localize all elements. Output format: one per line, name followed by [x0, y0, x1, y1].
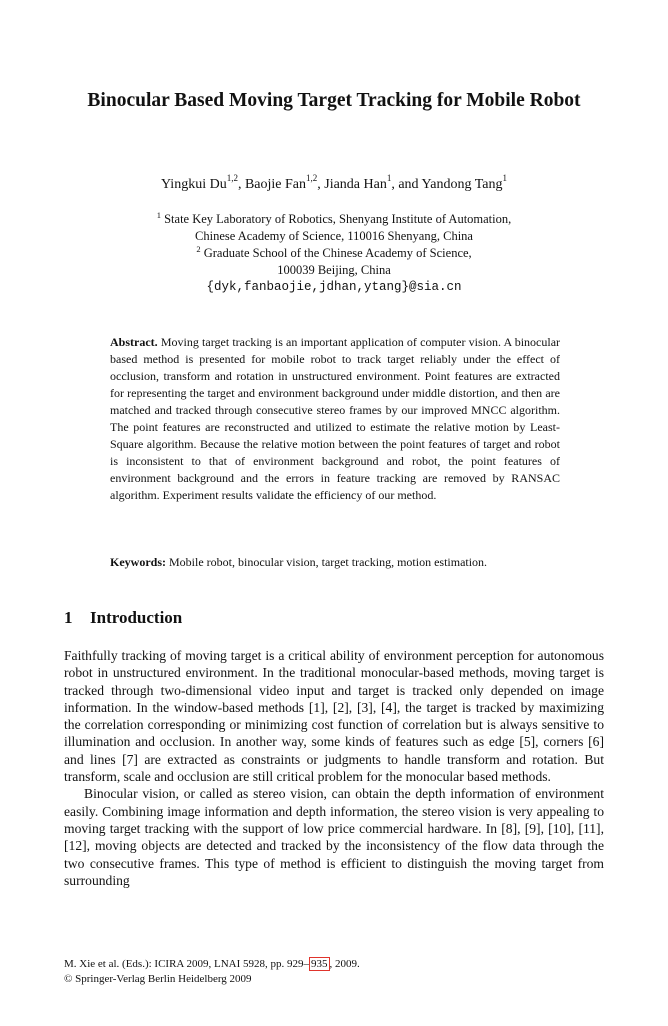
paper-title: Binocular Based Moving Target Tracking for Mobile Robot: [87, 90, 581, 111]
section-title: Introduction: [90, 608, 183, 627]
author-separator: ,: [317, 177, 325, 192]
affiliations: [60, 211, 608, 296]
affiliation-2-line-2: 100039 Beijing, China: [277, 263, 391, 277]
author-email: {dyk,fanbaojie,jdhan,ytang}@sia.cn: [206, 280, 462, 294]
section-number: 1: [64, 608, 73, 627]
author-separator: ,: [237, 177, 245, 192]
affiliation-2-line-1: [60, 245, 608, 262]
keywords-label: Keywords:: [110, 555, 166, 569]
abstract-label: Abstract.: [110, 335, 158, 349]
body-paragraph: Binocular vision, or called as stereo vision, can obtain the depth information of environment easily. Combining image information and depth information, the stereo vision is very appealing to moving target tracking with the support of low price commercial hardware. In [8], [9], [10], [11], [12], moving objects are detected and tracked by the inconsistency of the flow data through the two consecutive frames. This type of method is efficient to distinguish the moving target from surrounding: [64, 786, 604, 888]
page-footer: [64, 957, 360, 987]
author-list: [60, 173, 608, 194]
affiliation-1-line-1: [60, 211, 608, 228]
section-heading: [64, 607, 182, 629]
affiliation-1-line-2: Chinese Academy of Science, 110016 Shenyang, China: [195, 229, 473, 243]
affiliation-text: State Key Laboratory of Robotics, Shenyang Institute of Automation,: [164, 212, 512, 226]
citation-line: [64, 957, 360, 972]
affiliation-mark: 2: [196, 243, 201, 254]
author-affiliation-mark: 1: [502, 173, 508, 184]
abstract-text: Moving target tracking is an important application of computer vision. A binocular based method is presented for mobile robot to track target reliably under the effect of occlusion, transform and rotation in unstructured environment. Point features are extracted for representing the target and environment background under middle distortion, and then are matched and tracked through consecutive stereo frames by our improved MNCC algorithm. The point features are reconstructed and utilized to estimate the relative motion by Least-Square algorithm. Because the relative motion between the point features of target and robot is inconsistent to that of environment background and robot, the point features of environment background and the errors in feature tracking are removed by RANSAC algorithm. Experiment results validate the efficiency of our method.: [110, 335, 561, 502]
body-paragraph: Faithfully tracking of moving target is a critical ability of environment perception for autonomous robot in unstructured environment. In the traditional monocular-based methods, moving target is tracked through two-dimensional video input and target is tracked only depended on image information. In the window-based methods [1], [2], [3], [4], the target is tracked by maximizing the correlation corresponding or minimizing cost function of correlation but is always sensitive to illumination and occlusion. In another way, some kinds of features such as edge [5], corners [6] and lines [7] are extracted as constraints or judgments to handle transform and rotation. But transform, scale and occlusion are still critical problem for the monocular based methods.: [64, 648, 604, 785]
abstract: [110, 334, 560, 504]
author-name: Yandong Tang: [421, 177, 503, 192]
author-separator: , and: [391, 177, 422, 192]
affiliation-text: Graduate School of the Chinese Academy of Science,: [203, 246, 472, 260]
keywords-text: Mobile robot, binocular vision, target tracking, motion estimation.: [169, 555, 488, 569]
author-name: Jianda Han: [324, 177, 387, 192]
author-affiliation-mark: 1,2: [226, 173, 238, 184]
page-range-link[interactable]: 935: [311, 958, 328, 970]
section-body: [64, 647, 604, 889]
affiliation-mark: 1: [156, 209, 161, 220]
author-affiliation-mark: 1,2: [306, 173, 318, 184]
author-affiliation-mark: 1: [386, 173, 392, 184]
citation-text-end: , 2009.: [329, 958, 360, 970]
author-name: Yingkui Du: [160, 177, 227, 192]
keywords: [110, 554, 560, 571]
author-name: Baojie Fan: [244, 177, 306, 192]
copyright-line: © Springer-Verlag Berlin Heidelberg 2009: [64, 973, 252, 985]
citation-text: M. Xie et al. (Eds.): ICIRA 2009, LNAI 5928, pp. 929–: [64, 958, 310, 970]
